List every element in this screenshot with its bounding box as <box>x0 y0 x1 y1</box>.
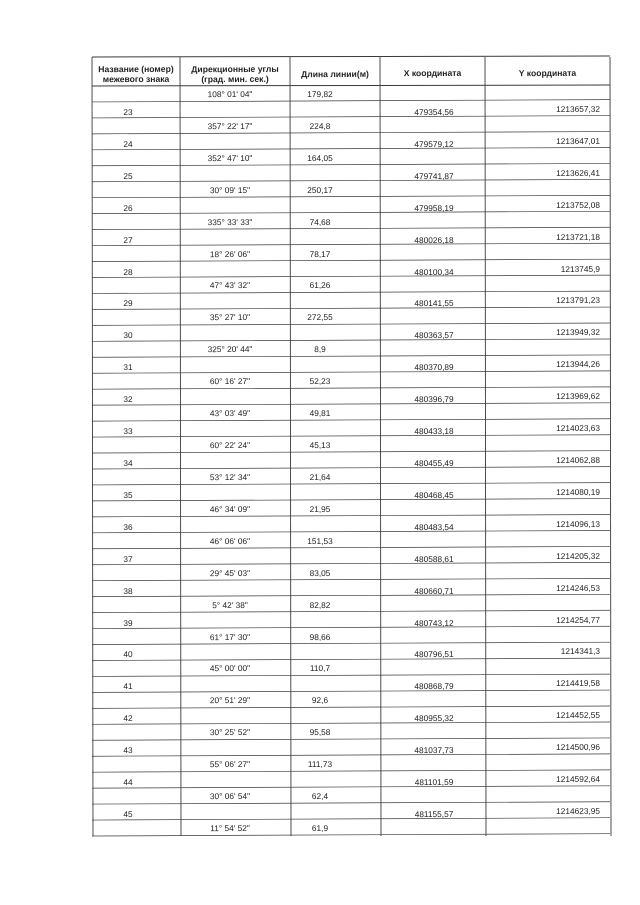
point-x: 480588,61 <box>414 553 454 564</box>
point-name: 45 <box>123 809 133 820</box>
point-name: 31 <box>123 362 133 373</box>
row-border-35 <box>92 642 610 644</box>
point-y: 1213791,23 <box>556 295 601 306</box>
point-y: 1213969,62 <box>556 390 601 402</box>
header-y: Y координата <box>518 67 577 79</box>
segment-angle: 325° 20' 44" <box>207 344 253 355</box>
segment-angle: 352° 47' 10" <box>207 152 253 163</box>
segment-length: 95,58 <box>309 727 331 738</box>
point-name: 38 <box>123 585 133 596</box>
point-y: 1213944,26 <box>556 359 601 370</box>
row-border-5 <box>92 163 610 165</box>
point-x: 481037,73 <box>414 745 454 756</box>
segment-length: 8,9 <box>314 344 326 355</box>
point-x: 480955,32 <box>414 713 454 724</box>
segment-angle: 30° 25' 52" <box>209 727 251 738</box>
point-name: 33 <box>123 426 133 437</box>
segment-angle: 335° 33' 33" <box>207 216 253 227</box>
segment-length: 224,8 <box>309 120 331 131</box>
segment-length: 111,73 <box>307 759 333 770</box>
point-x: 480868,79 <box>414 681 454 692</box>
segment-angle: 55° 06' 27" <box>209 759 251 770</box>
point-y: 1213949,32 <box>556 327 601 338</box>
segment-length: 61,9 <box>311 822 329 834</box>
header-name: Название (номер) межевого знака <box>98 63 174 85</box>
point-x: 479354,56 <box>414 106 454 118</box>
segment-length: 61,26 <box>309 280 331 291</box>
point-name: 30 <box>123 330 133 341</box>
segment-angle: 357° 22' 17" <box>207 120 253 131</box>
header-angle: Дирекционные углы (град. мин. сек.) <box>191 63 279 85</box>
point-x: 480483,54 <box>414 521 454 532</box>
point-name: 39 <box>123 617 133 628</box>
segment-angle: 11° 54' 52" <box>210 822 250 834</box>
point-x: 481101,59 <box>414 777 454 788</box>
point-name: 24 <box>123 138 133 149</box>
point-x: 480743,12 <box>414 617 454 628</box>
row-border-11 <box>92 259 610 261</box>
row-border-29 <box>92 546 610 548</box>
point-y: 1213721,18 <box>556 231 601 242</box>
segment-angle: 5° 42' 38" <box>212 599 248 610</box>
point-y: 1214452,55 <box>556 710 601 721</box>
segment-length: 92,6 <box>311 695 329 706</box>
row-border-43 <box>92 770 610 772</box>
header-bottom-border <box>92 85 610 86</box>
point-x: 480026,18 <box>414 234 454 245</box>
point-y: 1213657,32 <box>556 103 601 114</box>
segment-length: 62,4 <box>311 791 329 802</box>
point-y: 1214062,88 <box>556 454 601 466</box>
segment-angle: 108° 01' 04" <box>207 88 253 100</box>
point-name: 37 <box>123 553 133 564</box>
segment-length: 49,81 <box>309 408 331 419</box>
point-y: 1214023,63 <box>556 422 601 434</box>
point-x: 479958,19 <box>414 202 454 213</box>
point-x: 481155,57 <box>414 808 454 820</box>
point-x: 480660,71 <box>414 585 454 596</box>
point-y: 1214419,58 <box>556 678 601 689</box>
point-name: 34 <box>123 457 133 469</box>
segment-length: 272,55 <box>307 312 333 323</box>
segment-length: 151,53 <box>307 535 333 546</box>
point-name: 43 <box>123 745 133 756</box>
column-border-5 <box>610 57 611 836</box>
segment-angle: 47° 43' 32" <box>209 280 251 291</box>
point-x: 479579,12 <box>414 138 454 149</box>
point-name: 28 <box>123 266 133 277</box>
point-x: 480141,55 <box>414 298 454 309</box>
column-border-4 <box>485 57 486 836</box>
segment-angle: 60° 22' 24" <box>209 439 251 451</box>
point-name: 29 <box>123 298 133 309</box>
row-border-31 <box>92 578 610 580</box>
segment-angle: 30° 06' 54" <box>209 791 251 802</box>
segment-length: 110,7 <box>309 663 331 674</box>
row-border-47 <box>92 834 610 836</box>
segment-angle: 60° 16' 27" <box>209 376 251 387</box>
point-x: 480455,49 <box>414 457 454 469</box>
segment-angle: 53° 12' 34" <box>209 471 251 483</box>
point-name: 42 <box>123 713 133 724</box>
row-border-27 <box>92 515 610 517</box>
row-border-25 <box>92 483 610 485</box>
row-border-21 <box>92 419 610 421</box>
segment-angle: 43° 03' 49" <box>209 408 251 419</box>
point-y: 1213745,9 <box>560 263 601 274</box>
segment-length: 45,13 <box>309 439 331 451</box>
point-x: 480796,51 <box>414 649 454 660</box>
row-border-41 <box>92 738 610 740</box>
segment-angle: 45° 00' 00" <box>209 663 251 674</box>
row-border-39 <box>92 706 610 708</box>
point-x: 479741,87 <box>414 170 454 181</box>
table-top-border <box>92 56 610 57</box>
segment-length: 52,23 <box>309 376 331 387</box>
point-name: 40 <box>123 649 133 660</box>
point-y: 1214080,19 <box>556 486 601 497</box>
row-border-9 <box>92 227 610 229</box>
point-name: 35 <box>123 489 133 500</box>
point-y: 1213647,01 <box>556 135 601 146</box>
segment-length: 179,82 <box>307 88 333 100</box>
point-y: 1213626,41 <box>556 167 601 178</box>
point-y: 1214205,32 <box>556 550 601 561</box>
column-border-3 <box>380 57 381 836</box>
segment-length: 82,82 <box>309 599 331 610</box>
point-y: 1214254,77 <box>556 614 601 625</box>
point-name: 32 <box>123 394 133 405</box>
segment-length: 21,64 <box>309 471 331 482</box>
segment-length: 98,66 <box>309 631 331 642</box>
row-border-23 <box>92 451 610 453</box>
point-name: 44 <box>123 777 133 788</box>
header-x: X координата <box>403 67 462 79</box>
point-x: 480370,89 <box>414 362 454 373</box>
row-border-13 <box>92 291 610 293</box>
point-x: 480100,34 <box>414 266 454 277</box>
row-border-33 <box>92 610 610 612</box>
row-border-3 <box>92 132 610 134</box>
row-border-45 <box>92 802 610 804</box>
row-border-15 <box>92 323 610 325</box>
point-y: 1214500,96 <box>556 742 601 753</box>
header-length: Длина линии(м) <box>301 68 369 80</box>
row-border-7 <box>92 195 610 197</box>
segment-length: 83,05 <box>309 567 331 578</box>
segment-angle: 20° 51' 29" <box>209 695 251 706</box>
segment-angle: 18° 26' 06" <box>209 248 251 259</box>
point-y: 1214341,3 <box>560 646 601 657</box>
point-name: 25 <box>123 170 133 181</box>
segment-angle: 35° 27' 10" <box>209 312 251 323</box>
segment-length: 164,05 <box>307 152 333 163</box>
point-name: 26 <box>123 202 133 213</box>
segment-angle: 46° 06' 06" <box>209 535 251 546</box>
point-name: 36 <box>123 521 133 532</box>
point-x: 480363,57 <box>414 330 454 341</box>
segment-angle: 61° 17' 30" <box>209 631 251 642</box>
segment-length: 74,68 <box>309 216 331 227</box>
point-y: 1214096,13 <box>556 518 601 529</box>
point-name: 23 <box>123 106 133 117</box>
row-border-17 <box>92 355 610 357</box>
segment-angle: 30° 09' 15" <box>209 184 251 195</box>
point-y: 1214246,53 <box>556 582 601 593</box>
segment-angle: 46° 34' 09" <box>209 503 251 514</box>
point-x: 480396,79 <box>414 394 454 405</box>
row-border-19 <box>92 387 610 389</box>
point-name: 41 <box>123 681 133 692</box>
segment-angle: 29° 45' 03" <box>209 567 251 578</box>
segment-length: 250,17 <box>307 184 333 195</box>
segment-length: 21,95 <box>309 503 331 514</box>
segment-length: 78,17 <box>309 248 331 259</box>
point-name: 27 <box>123 234 133 245</box>
point-y: 1213752,08 <box>556 199 601 210</box>
row-border-1 <box>92 100 610 102</box>
point-y: 1214592,64 <box>556 773 601 785</box>
point-y: 1214623,95 <box>556 805 601 817</box>
point-x: 480468,45 <box>414 489 454 500</box>
row-border-37 <box>92 674 610 676</box>
point-x: 480433,18 <box>414 425 454 437</box>
